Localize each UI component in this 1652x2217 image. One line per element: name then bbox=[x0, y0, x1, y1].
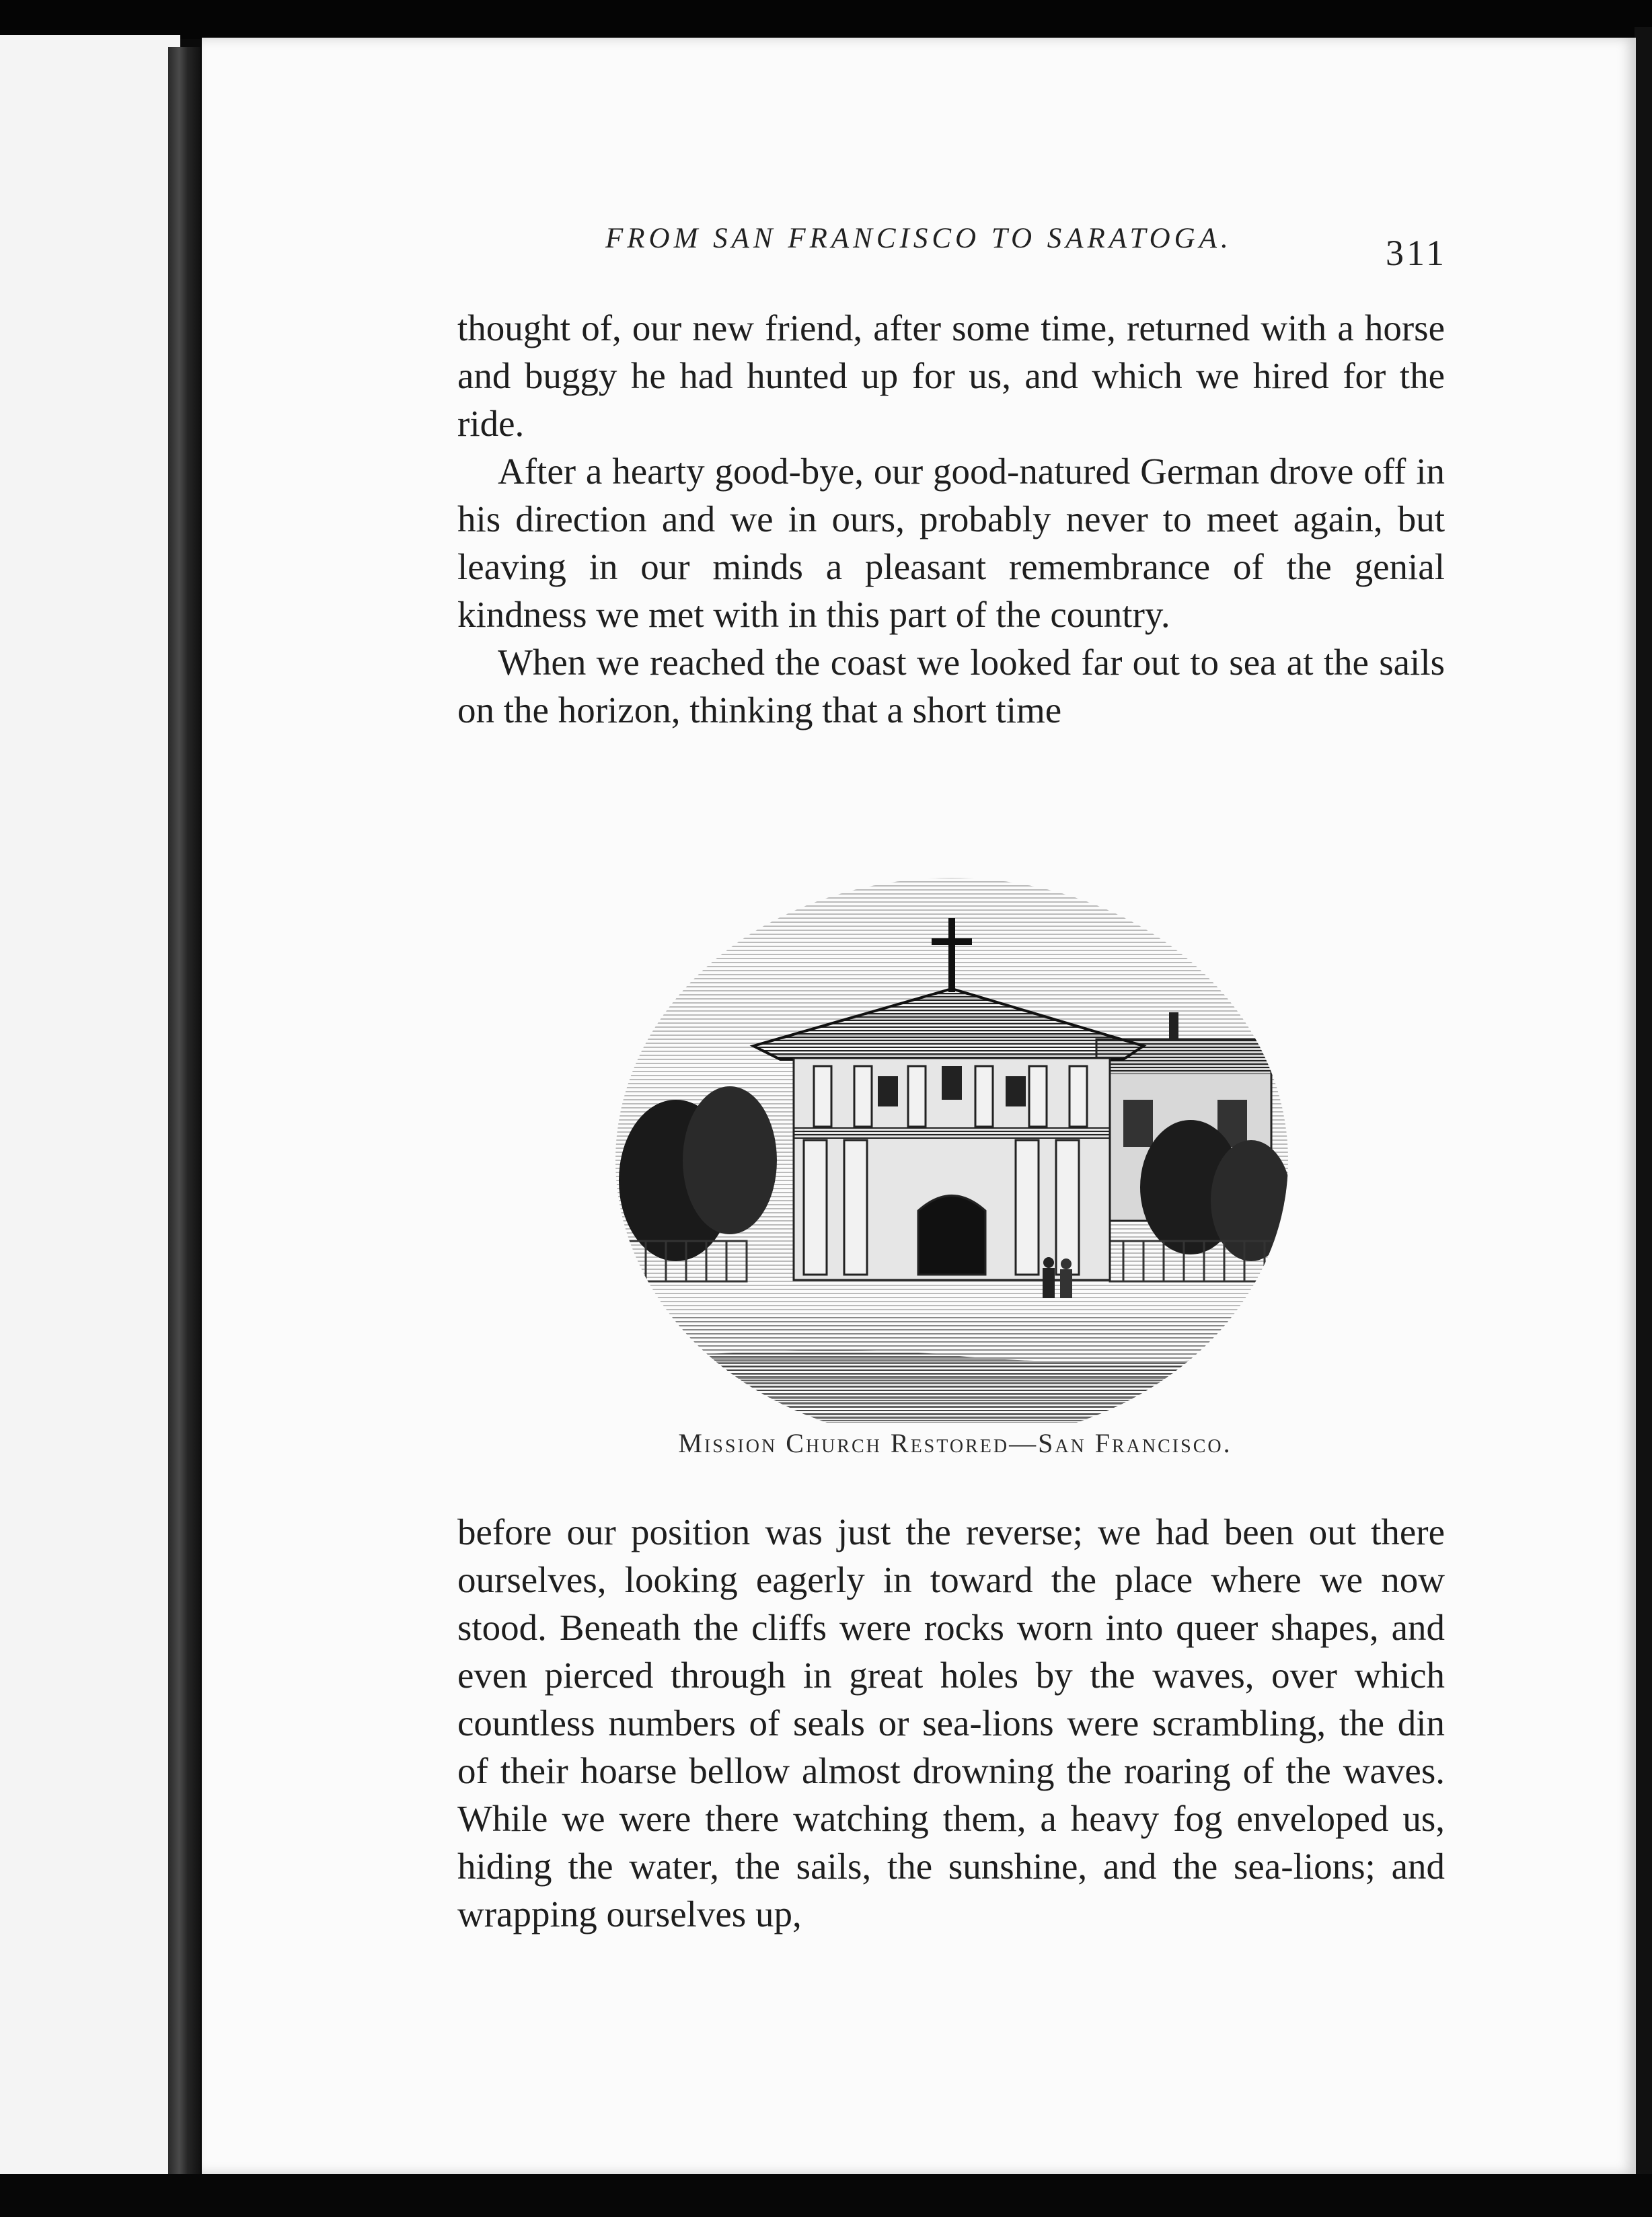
paragraph: before our position was just the reverse; we had been out there ourselves, looking eagerly in toward the place where we now stood. Beneath the cliffs were rocks worn into queer shapes, and even pierced through in great holes by the waves, over which countless numbers of seals or sea-lions were scrambling, the din of their hoarse bellow almost drowning the roaring of the waves. While we were there watching them, a heavy fog enveloped us, hiding the water, the sails, the sunshine, and the sea-lions; and wrapping ourselves up, bbox=[457, 1511, 1445, 1934]
paragraph: After a hearty good-bye, our good-natured German drove off in his direction and we in ours, probably never to meet again, but leaving in our minds a pleasant remembrance of the genial kindness we met with in this part of the country. bbox=[457, 451, 1445, 635]
paragraph: thought of, our new friend, after some time, returned with a horse and buggy he had hunted up for us, and which we hired for the ride. bbox=[457, 307, 1445, 444]
scan-right-border bbox=[1635, 27, 1652, 2193]
running-header: FROM SAN FRANCISCO TO SARATOGA. bbox=[605, 223, 1232, 254]
paragraph: When we reached the coast we looked far out to sea at the sails on the horizon, thinking that a short time bbox=[457, 642, 1445, 730]
text-block-bottom bbox=[457, 1508, 1445, 1938]
book-spine bbox=[168, 47, 200, 2179]
figure-caption: Mission Church Restored—San Francisco. bbox=[678, 1428, 1232, 1458]
scan-top-border bbox=[0, 0, 1652, 39]
page-number: 311 bbox=[1386, 233, 1447, 273]
facing-page bbox=[0, 35, 180, 2174]
mission-church-engraving bbox=[612, 844, 1291, 1423]
text-block-top bbox=[457, 304, 1445, 734]
scan-bottom-border bbox=[0, 2174, 1652, 2217]
